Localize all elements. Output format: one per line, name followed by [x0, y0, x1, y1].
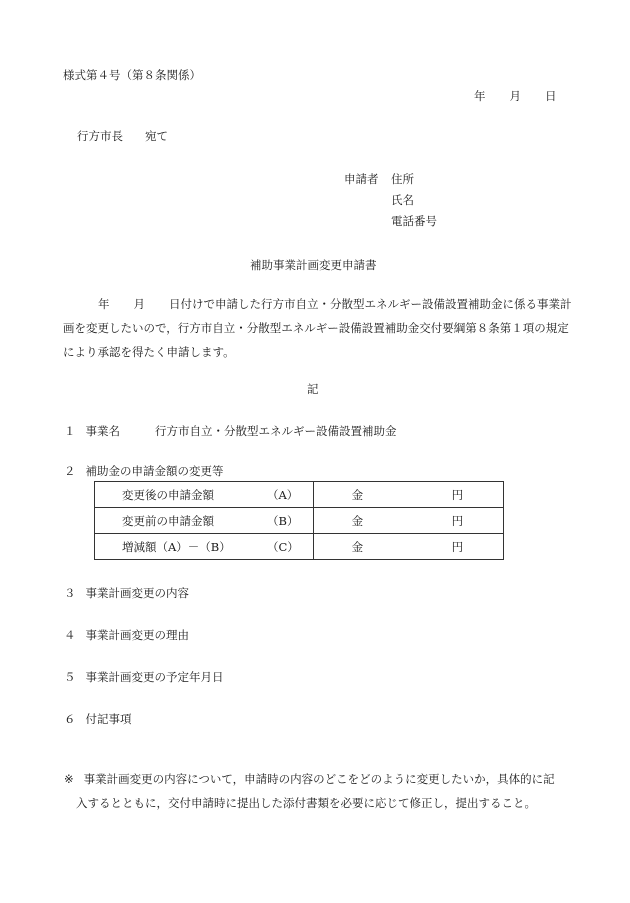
date-day: 日: [545, 89, 557, 103]
amount-kin: 金: [351, 513, 364, 528]
item-3-label: 事業計画変更の内容: [85, 586, 189, 600]
item-1-label: 事業名: [85, 424, 120, 438]
date-year: 年: [474, 89, 486, 103]
item-2-label: 補助金の申請金額の変更等: [85, 464, 224, 478]
amount-symbol: （B）: [267, 513, 299, 528]
item-2-num: ２: [64, 464, 76, 478]
addressee-suffix: 宛て: [145, 129, 168, 143]
applicant-phone-label: 電話番号: [391, 214, 437, 228]
amount-symbol: （C）: [267, 539, 299, 554]
note-mark: ※: [64, 772, 74, 786]
body-month: 月: [133, 297, 145, 311]
amount-yen: 円: [451, 487, 464, 502]
item-5-label: 事業計画変更の予定年月日: [85, 670, 224, 684]
amount-value-cell: [313, 508, 503, 534]
note-text-1: 事業計画変更の内容について，申請時の内容のどこをどのように変更したいか，具体的に記: [83, 772, 555, 786]
form-number: 様式第４号（第８条関係）: [63, 68, 201, 82]
amount-label: 変更前の申請金額: [122, 513, 214, 528]
amount-value-cell: [313, 482, 503, 508]
item-2: [64, 463, 224, 479]
table-row: [95, 508, 504, 534]
item-3-num: ３: [64, 586, 76, 600]
ki-heading: 記: [307, 382, 319, 396]
date-line: [474, 88, 557, 104]
amount-label: 増減額（A）－（B）: [122, 539, 231, 554]
date-month: 月: [509, 89, 521, 103]
body-year: 年: [98, 297, 110, 311]
amount-value-cell: [313, 534, 503, 560]
addressee: [77, 128, 168, 144]
item-1: [64, 423, 397, 439]
amount-symbol: （A）: [267, 487, 299, 502]
item-5-num: ５: [64, 670, 76, 684]
amount-yen: 円: [451, 539, 464, 554]
applicant-address-label: 住所: [391, 172, 414, 186]
amount-table: [94, 481, 504, 560]
amount-kin: 金: [351, 539, 364, 554]
body-paragraph: [63, 292, 578, 364]
addressee-name: 行方市長: [77, 129, 123, 143]
amount-yen: 円: [451, 513, 464, 528]
item-3: [64, 585, 189, 601]
item-6-label: 付記事項: [85, 712, 132, 726]
item-4: [64, 627, 189, 643]
body-text: 日付けで申請した行方市自立・分散型エネルギー設備設置補助金に係る事業計画を変更したいので，行方市自立・分散型エネルギー設備設置補助金交付要綱第８条第１項の規定により承認を得たく申請します。: [63, 297, 572, 359]
item-1-value: 行方市自立・分散型エネルギー設備設置補助金: [155, 424, 397, 438]
note-text-2: 入するとともに，交付申請時に提出した添付書類を必要に応じて修正し，提出すること。: [76, 796, 536, 810]
table-row: [95, 534, 504, 560]
amount-label-cell: [95, 534, 314, 560]
applicant-label: 申請者: [344, 172, 379, 186]
item-4-label: 事業計画変更の理由: [85, 628, 189, 642]
table-row: [95, 482, 504, 508]
applicant-name-label: 氏名: [391, 193, 414, 207]
note-line-1: [64, 771, 555, 787]
item-5: [64, 669, 224, 685]
document-title: 補助事業計画変更申請書: [250, 258, 377, 272]
item-4-num: ４: [64, 628, 76, 642]
amount-label: 変更後の申請金額: [122, 487, 214, 502]
amount-kin: 金: [351, 487, 364, 502]
amount-label-cell: [95, 508, 314, 534]
amount-label-cell: [95, 482, 314, 508]
item-1-num: １: [64, 424, 76, 438]
item-6-num: ６: [64, 712, 76, 726]
item-6: [64, 711, 132, 727]
